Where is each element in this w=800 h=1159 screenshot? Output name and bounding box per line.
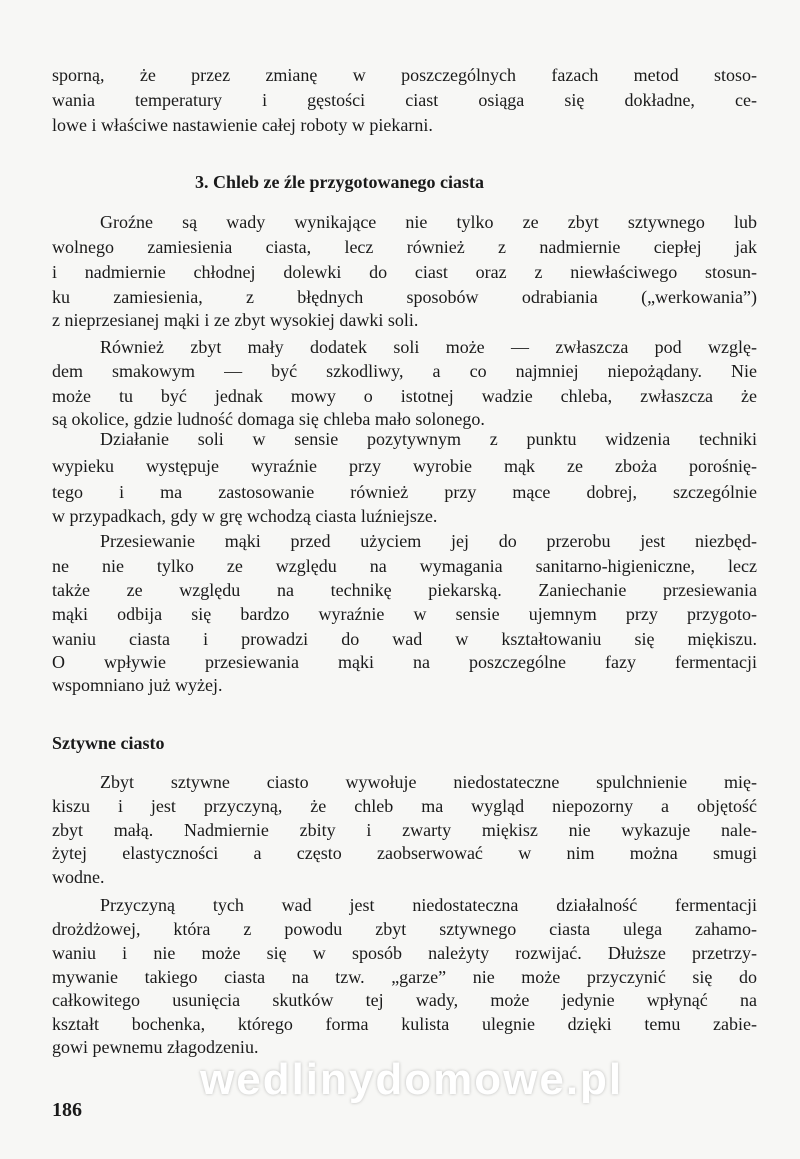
intro-line: wania temperatury i gęstości ciast osiąga się dokładne, ce-: [52, 90, 757, 110]
paragraph-line: tego i ma zastosowanie również przy mące dobrej, szczególnie: [52, 482, 757, 502]
paragraph-line: ku zamiesienia, z błędnych sposobów odrabiania („werkowania”): [52, 287, 757, 307]
paragraph-line: całkowitego usunięcia skutków tej wady, może jedynie wpłynąć na: [52, 990, 757, 1010]
paragraph-line: drożdżowej, która z powodu zbyt sztywnego ciasta ulega zahamo-: [52, 919, 757, 939]
paragraph-line: O wpływie przesiewania mąki na poszczególne fazy fermentacji: [52, 652, 757, 672]
paragraph-line: dem smakowym — być szkodliwy, a co najmniej niepożądany. Nie: [52, 361, 757, 381]
paragraph-line: Działanie soli w sensie pozytywnym z punktu widzenia techniki: [100, 429, 757, 449]
paragraph-line: Również zbyt mały dodatek soli może — zwłaszcza pod wzglę-: [100, 337, 757, 357]
paragraph-line: waniu ciasta i prowadzi do wad w kształtowaniu się miękiszu.: [52, 629, 757, 649]
intro-line: lowe i właściwe nastawienie całej roboty w piekarni.: [52, 115, 433, 135]
paragraph-line: mywanie takiego ciasta na tzw. „garze” nie może przyczynić się do: [52, 967, 757, 987]
paragraph-line: i nadmiernie chłodnej dolewki do ciast oraz z niewłaściwego stosun-: [52, 262, 757, 282]
paragraph-line: zbyt małą. Nadmiernie zbity i zwarty miękisz nie wykazuje nale-: [52, 820, 757, 840]
page-number: 186: [52, 1099, 82, 1121]
paragraph-line: żytej elastyczności a często zaobserwować w nim można smugi: [52, 843, 757, 863]
section-heading: 3. Chleb ze źle przygotowanego ciasta: [195, 172, 484, 192]
paragraph-line: z nieprzesianej mąki i ze zbyt wysokiej dawki soli.: [52, 310, 419, 330]
paragraph-line: w przypadkach, gdy w grę wchodzą ciasta luźniejsze.: [52, 506, 438, 526]
paragraph-line: Przesiewanie mąki przed użyciem jej do przerobu jest niezbęd-: [100, 531, 757, 551]
paragraph-line: gowi pewnemu złagodzeniu.: [52, 1037, 259, 1057]
paragraph-line: może tu być jednak mowy o istotnej wadzie chleba, zwłaszcza że: [52, 386, 757, 406]
paragraph-line: mąki odbija się bardzo wyraźnie w sensie ujemnym przy przygoto-: [52, 604, 757, 624]
subheading: Sztywne ciasto: [52, 733, 165, 753]
paragraph-line: Zbyt sztywne ciasto wywołuje niedostateczne spulchnienie mię-: [100, 772, 757, 792]
paragraph-line: kształt bochenka, którego forma kulista ulegnie dzięki temu zabie-: [52, 1014, 757, 1034]
watermark: wedlinydomowe.pl: [200, 1055, 624, 1104]
paragraph-line: ne nie tylko ze względu na wymagania sanitarno-higieniczne, lecz: [52, 556, 757, 576]
paragraph-line: Przyczyną tych wad jest niedostateczna działalność fermentacji: [100, 895, 757, 915]
paragraph-line: także ze względu na technikę piekarską. Zaniechanie przesiewania: [52, 580, 757, 600]
paragraph-line: kiszu i jest przyczyną, że chleb ma wygląd niepozorny a objętość: [52, 796, 757, 816]
paragraph-line: wspomniano już wyżej.: [52, 675, 223, 695]
paragraph-line: Groźne są wady wynikające nie tylko ze zbyt sztywnego lub: [100, 212, 757, 232]
paragraph-line: wypieku występuje wyraźnie przy wyrobie mąk ze zboża porośnię-: [52, 456, 757, 476]
paragraph-line: wodne.: [52, 867, 105, 887]
paragraph-line: waniu i nie może się w sposób należyty rozwijać. Dłuższe przetrzy-: [52, 943, 757, 963]
paragraph-line: są okolice, gdzie ludność domaga się chleba mało solonego.: [52, 409, 485, 429]
paragraph-line: wolnego zamiesienia ciasta, lecz również z nadmiernie ciepłej jak: [52, 237, 757, 257]
intro-line: sporną, że przez zmianę w poszczególnych fazach metod stoso-: [52, 65, 757, 85]
